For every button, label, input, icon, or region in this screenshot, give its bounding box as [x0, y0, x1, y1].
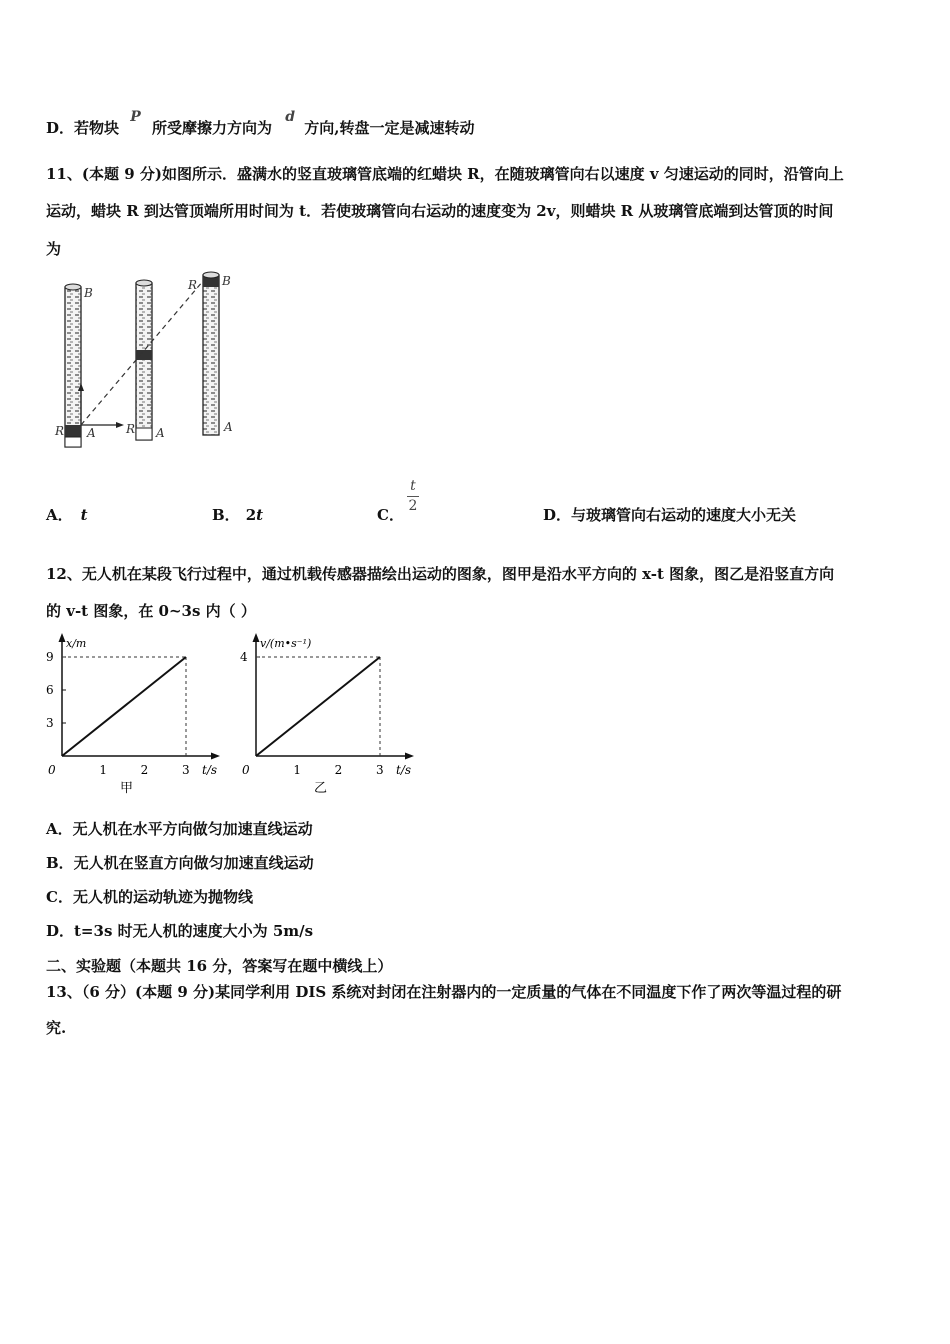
- x-tick-label: 1: [293, 763, 301, 777]
- chart-v-t: [236, 628, 426, 798]
- label-r-1: R: [55, 424, 65, 438]
- q11-line-1: 11、(本题 9 分)如图所示．盛满水的竖直玻璃管底端的红蜡块 R，在随玻璃管向右以速度 v 匀速运动的同时，沿管向上: [46, 165, 844, 183]
- tube-2: [136, 280, 152, 440]
- y-tick-label: 6: [46, 683, 54, 697]
- label-a-1: A: [87, 426, 96, 440]
- q11-option-a-prefix: A．: [46, 506, 73, 524]
- series-line: [256, 657, 380, 756]
- q11-option-b: [212, 504, 263, 525]
- y-tick-label: 9: [46, 650, 54, 664]
- y-axis-arrow: [253, 633, 260, 642]
- q12-option-b: B．无人机在竖直方向做匀加速直线运动: [46, 854, 314, 872]
- q12-option-a: A．无人机在水平方向做匀加速直线运动: [46, 820, 313, 838]
- x-tick-label: 2: [140, 763, 149, 777]
- chart-caption: 乙: [314, 781, 328, 796]
- q11-option-c-fraction: [406, 478, 420, 515]
- y-axis-arrow: [59, 633, 66, 642]
- series-line: [62, 657, 186, 756]
- x-tick-label: 1: [99, 763, 107, 777]
- tube-3: [203, 272, 219, 435]
- fraction-numerator: t: [410, 478, 416, 494]
- q11-option-c: [377, 504, 404, 525]
- symbol-d: d: [285, 109, 296, 125]
- chart-x-t: [42, 628, 232, 798]
- q11-tube-figure: [50, 265, 250, 455]
- wax-block-1: [65, 425, 81, 437]
- q13-line-2: 究.: [46, 1019, 67, 1037]
- chart-caption: 甲: [120, 781, 134, 796]
- q11-option-a-value: t: [80, 506, 88, 524]
- x-axis-label: t/s: [202, 763, 218, 777]
- q12-line-1: 12、无人机在某段飞行过程中，通过机载传感器描绘出运动的图象，图甲是沿水平方向的 x-t 图象，图乙是沿竖直方向: [46, 565, 835, 583]
- q11-line-3: 为: [46, 240, 62, 258]
- q10-option-d-part3: 方向,转盘一定是减速转动: [304, 119, 475, 137]
- q11-option-b-value: 2t: [245, 506, 264, 524]
- y-axis-label: v/(m•s⁻¹): [260, 637, 312, 650]
- x-axis-label: t/s: [396, 763, 412, 777]
- tube-1: [65, 284, 81, 447]
- label-r-2: R: [126, 422, 136, 436]
- label-r-3: R: [188, 278, 198, 292]
- x-axis-arrow: [405, 753, 414, 760]
- section-2-title: 二、实验题（本题共 16 分，答案写在题中横线上）: [46, 957, 393, 975]
- x-tick-label: 2: [334, 763, 343, 777]
- q10-option-d: [46, 109, 475, 138]
- q12-line-2: 的 v-t 图象，在 0~3s 内（ ）: [46, 602, 256, 620]
- q11-line-2: 运动，蜡块 R 到达管顶端所用时间为 t．若使玻璃管向右运动的速度变为 2v，则蜡块 R 从玻璃管底端到达管顶的时间: [46, 202, 834, 220]
- q11-option-b-prefix: B．: [212, 506, 240, 524]
- label-b-3: B: [222, 274, 231, 288]
- origin-label: 0: [48, 763, 56, 777]
- q12-option-c: C．无人机的运动轨迹为抛物线: [46, 888, 253, 906]
- y-axis-label: x/m: [66, 637, 87, 650]
- q10-option-d-part1: D．若物块: [46, 119, 120, 137]
- symbol-p: P: [130, 109, 141, 125]
- q11-option-c-prefix: C．: [377, 506, 404, 524]
- label-b-1: B: [84, 286, 93, 300]
- q11-option-d: D．与玻璃管向右运动的速度大小无关: [543, 506, 797, 524]
- label-a-2: A: [156, 426, 165, 440]
- q11-option-a: [46, 504, 88, 525]
- x-tick-label: 3: [376, 763, 384, 777]
- q10-option-d-part2: 所受摩擦力方向为: [152, 119, 273, 137]
- fraction-denominator: 2: [408, 498, 418, 514]
- y-tick-label: 4: [240, 650, 248, 664]
- y-tick-label: 3: [46, 716, 54, 730]
- q13-line-1: 13、（6 分）(本题 9 分)某同学利用 DIS 系统对封闭在注射器内的一定质量的气体在不同温度下作了两次等温过程的研: [46, 983, 842, 1001]
- x-axis-arrow: [211, 753, 220, 760]
- wax-block-2: [136, 350, 152, 360]
- origin-label: 0: [242, 763, 250, 777]
- x-tick-label: 3: [182, 763, 190, 777]
- q12-option-d: D．t=3s 时无人机的速度大小为 5m/s: [46, 922, 314, 940]
- label-a-3: A: [224, 420, 233, 434]
